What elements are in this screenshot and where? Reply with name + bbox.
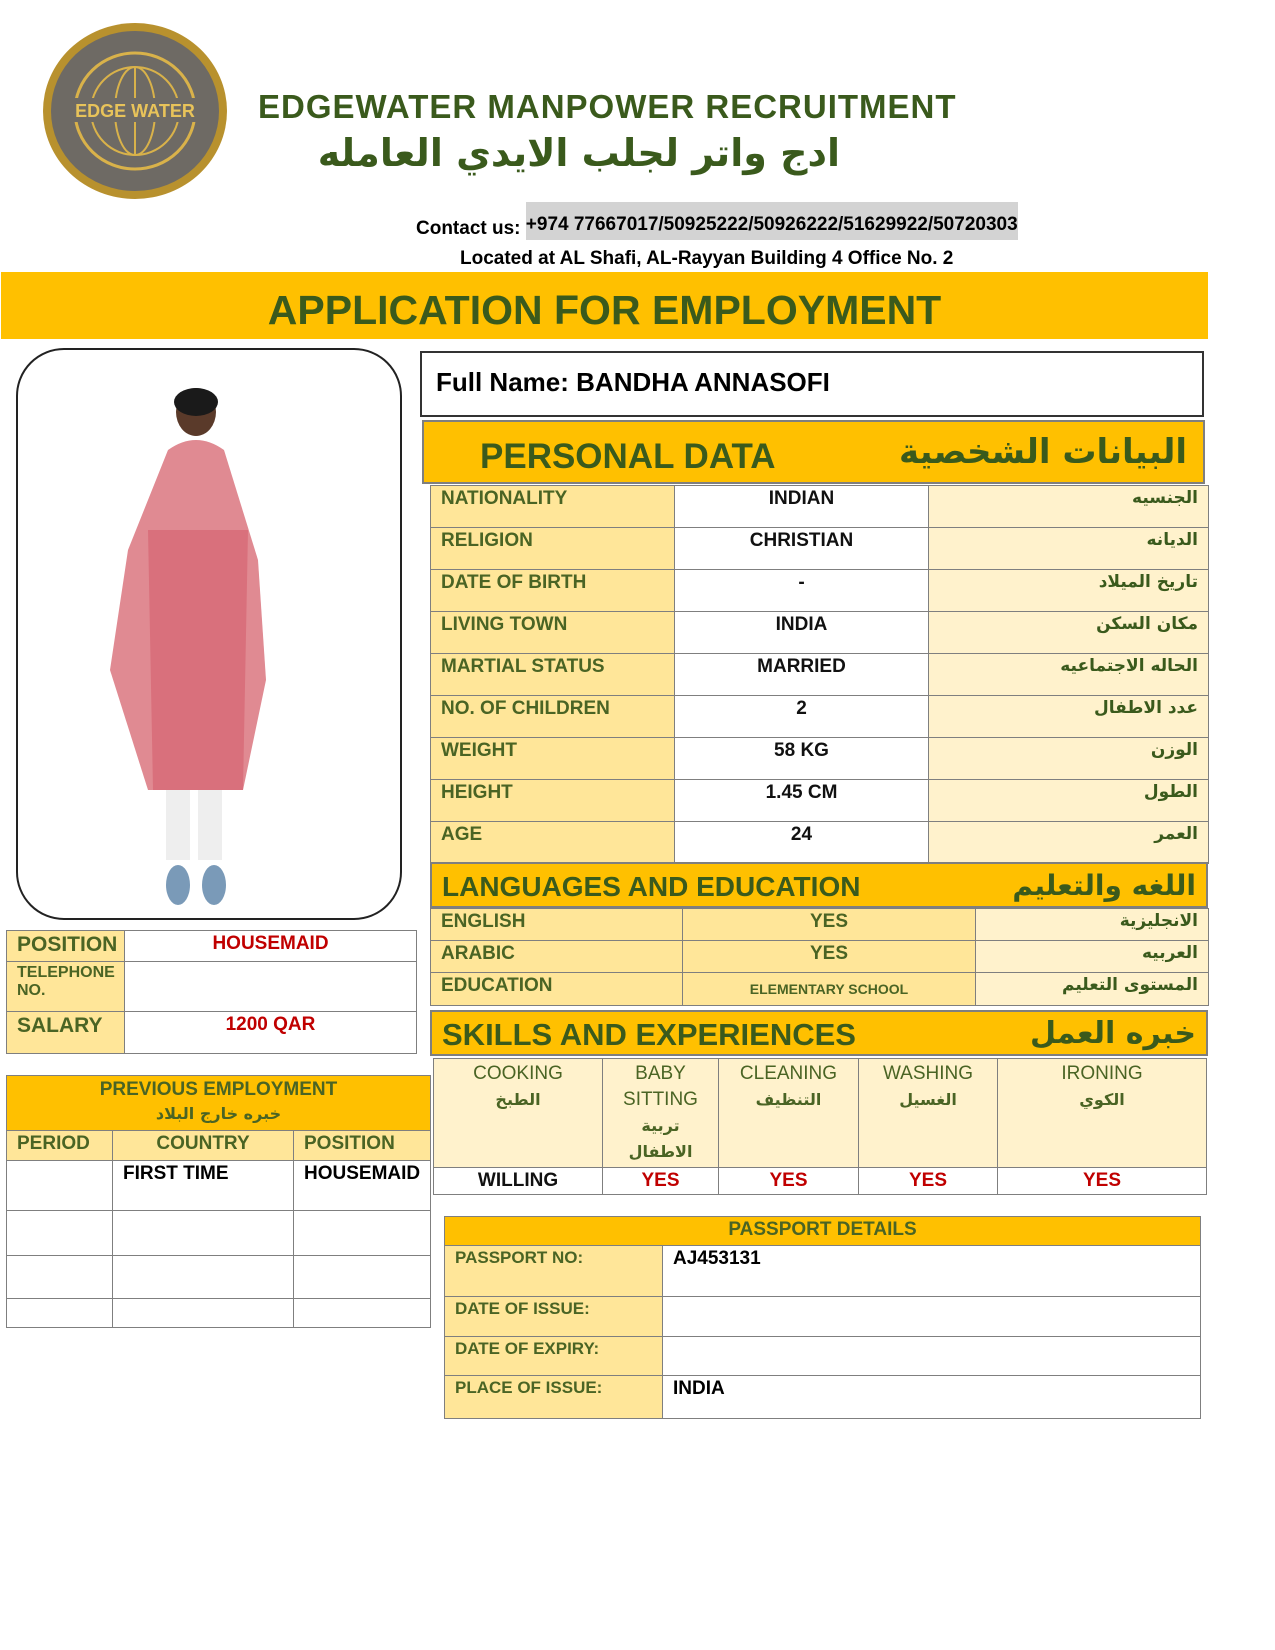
- personal-label-ar: تاريخ الميلاد: [929, 570, 1209, 612]
- passport-label: PASSPORT NO:: [445, 1246, 663, 1297]
- passport-label: DATE OF ISSUE:: [445, 1297, 663, 1337]
- col-period: PERIOD: [7, 1131, 113, 1161]
- personal-label: AGE: [431, 822, 675, 864]
- skill-header: [434, 1059, 603, 1168]
- prev-country: [113, 1211, 294, 1256]
- telephone-value: [125, 962, 417, 1012]
- skill-header: [719, 1059, 859, 1168]
- language-value: YES: [683, 909, 976, 941]
- prev-country: [113, 1299, 294, 1328]
- passport-title: PASSPORT DETAILS: [445, 1217, 1201, 1246]
- personal-label-ar: الطول: [929, 780, 1209, 822]
- skill-name: WASHING: [882, 1063, 974, 1084]
- passport-value: [663, 1337, 1201, 1376]
- previous-employment-table: [6, 1075, 431, 1328]
- prev-period: [7, 1211, 113, 1256]
- prev-period: [7, 1161, 113, 1211]
- personal-label-ar: الجنسيه: [929, 486, 1209, 528]
- personal-label-ar: الحاله الاجتماعيه: [929, 654, 1209, 696]
- prev-position: [294, 1299, 431, 1328]
- personal-value: -: [675, 570, 929, 612]
- skill-header: [998, 1059, 1207, 1168]
- language-label-ar: المستوى التعليم: [976, 973, 1209, 1006]
- languages-title-ar: اللغه والتعليم: [1012, 868, 1196, 902]
- language-value: ELEMENTARY SCHOOL: [683, 973, 976, 1006]
- passport-label: PLACE OF ISSUE:: [445, 1376, 663, 1419]
- personal-value: 58 KG: [675, 738, 929, 780]
- prev-position: HOUSEMAID: [294, 1161, 431, 1211]
- skills-table: [433, 1058, 1207, 1195]
- svg-text:EDGE WATER: EDGE WATER: [75, 101, 195, 121]
- skills-title: SKILLS AND EXPERIENCES: [442, 1017, 856, 1052]
- personal-value: INDIAN: [675, 486, 929, 528]
- languages-title: LANGUAGES AND EDUCATION: [442, 871, 861, 902]
- company-logo: [42, 22, 228, 200]
- contact-line: [416, 200, 1018, 245]
- personal-label: NATIONALITY: [431, 486, 675, 528]
- skill-name-ar: التنظيف: [755, 1090, 822, 1109]
- personal-label-ar: مكان السكن: [929, 612, 1209, 654]
- skill-value: YES: [603, 1168, 719, 1195]
- skill-name-ar: الغسيل: [899, 1090, 957, 1109]
- language-label-ar: الانجليزية: [976, 909, 1209, 941]
- skill-value: YES: [719, 1168, 859, 1195]
- personal-label: RELIGION: [431, 528, 675, 570]
- skill-value: YES: [859, 1168, 998, 1195]
- personal-label-ar: الديانه: [929, 528, 1209, 570]
- contact-label: Contact us:: [416, 218, 521, 239]
- previous-employment-title: PREVIOUS EMPLOYMENT: [99, 1079, 338, 1100]
- personal-label: MARTIAL STATUS: [431, 654, 675, 696]
- skill-name: IRONING: [1061, 1063, 1143, 1084]
- prev-position: [294, 1256, 431, 1299]
- skill-name: CLEANING: [739, 1063, 838, 1084]
- personal-value: 24: [675, 822, 929, 864]
- personal-value: CHRISTIAN: [675, 528, 929, 570]
- skill-name-ar: تربية الاطفال: [628, 1116, 693, 1161]
- skill-value: YES: [998, 1168, 1207, 1195]
- personal-value: 2: [675, 696, 929, 738]
- personal-label-ar: الوزن: [929, 738, 1209, 780]
- col-position: POSITION: [294, 1131, 431, 1161]
- full-name-label: Full Name:: [436, 367, 569, 397]
- prev-country: FIRST TIME: [113, 1161, 294, 1211]
- applicant-photo: [16, 348, 402, 920]
- full-name-box: [420, 351, 1204, 417]
- personal-data-title: PERSONAL DATA: [480, 437, 776, 476]
- personal-label: HEIGHT: [431, 780, 675, 822]
- full-name-value: BANDHA ANNASOFI: [576, 367, 830, 397]
- language-label-ar: العربيه: [976, 941, 1209, 973]
- passport-value: [663, 1297, 1201, 1337]
- telephone-label: TELEPHONE NO.: [7, 962, 125, 1012]
- job-table: [6, 930, 417, 1054]
- skills-title-ar: خبره العمل: [1029, 1015, 1196, 1051]
- language-label: ENGLISH: [431, 909, 683, 941]
- personal-label: WEIGHT: [431, 738, 675, 780]
- position-label: POSITION: [7, 931, 125, 962]
- skill-name-ar: الطبخ: [495, 1090, 541, 1109]
- skill-name-ar: الكوي: [1079, 1090, 1125, 1109]
- personal-label: NO. OF CHILDREN: [431, 696, 675, 738]
- form-title: APPLICATION FOR EMPLOYMENT: [1, 272, 1208, 339]
- passport-value: AJ453131: [663, 1246, 1201, 1297]
- personal-value: 1.45 CM: [675, 780, 929, 822]
- prev-country: [113, 1256, 294, 1299]
- contact-numbers: +974 77667017/50925222/50926222/51629922/50720303: [526, 202, 1018, 240]
- language-label: ARABIC: [431, 941, 683, 973]
- skill-value: WILLING: [434, 1168, 603, 1195]
- languages-table: [430, 908, 1209, 1006]
- prev-period: [7, 1299, 113, 1328]
- prev-position: [294, 1211, 431, 1256]
- personal-label: DATE OF BIRTH: [431, 570, 675, 612]
- salary-value: 1200 QAR: [125, 1012, 417, 1054]
- passport-table: [444, 1216, 1201, 1419]
- personal-label: LIVING TOWN: [431, 612, 675, 654]
- office-location: Located at AL Shafi, AL-Rayyan Building 4 Office No. 2: [460, 248, 954, 269]
- skill-header: [603, 1059, 719, 1168]
- personal-label-ar: العمر: [929, 822, 1209, 864]
- company-name-ar: ادج واتر لجلب الايدي العامله: [317, 131, 840, 175]
- passport-value: INDIA: [663, 1376, 1201, 1419]
- previous-employment-title-ar: خبره خارج البلاد: [155, 1104, 282, 1123]
- personal-data-table: [430, 485, 1209, 864]
- languages-header: [430, 862, 1208, 908]
- skill-name: BABY SITTING: [623, 1063, 698, 1110]
- col-country: COUNTRY: [113, 1131, 294, 1161]
- personal-value: MARRIED: [675, 654, 929, 696]
- prev-period: [7, 1256, 113, 1299]
- language-label: EDUCATION: [431, 973, 683, 1006]
- company-name-en: EDGEWATER MANPOWER RECRUITMENT: [258, 88, 957, 125]
- personal-data-header: [422, 420, 1205, 484]
- personal-data-title-ar: البيانات الشخصية: [898, 432, 1187, 472]
- skill-header: [859, 1059, 998, 1168]
- passport-label: DATE OF EXPIRY:: [445, 1337, 663, 1376]
- salary-label: SALARY: [7, 1012, 125, 1054]
- personal-value: INDIA: [675, 612, 929, 654]
- skills-header: [430, 1010, 1208, 1056]
- personal-label-ar: عدد الاطفال: [929, 696, 1209, 738]
- language-value: YES: [683, 941, 976, 973]
- skill-name: COOKING: [473, 1063, 563, 1084]
- position-value: HOUSEMAID: [125, 931, 417, 962]
